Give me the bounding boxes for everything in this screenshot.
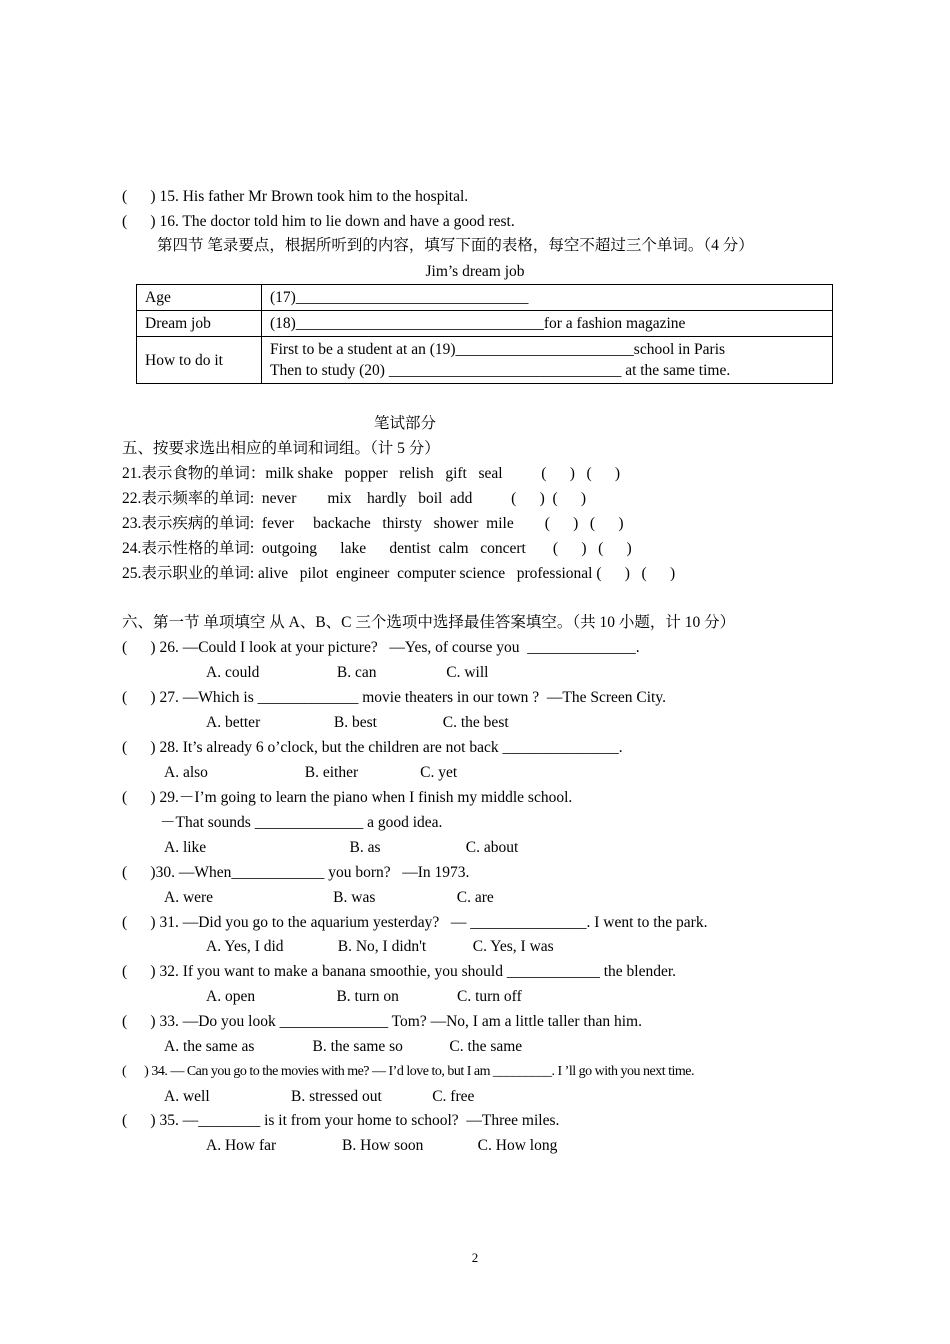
- age-blank: (17)______________________________: [262, 285, 833, 311]
- section-4-instructions: 第四节 笔录要点，根据所听到的内容，填写下面的表格，每空不超过三个单词。（4 分）: [157, 237, 754, 254]
- part-5-title: 五、按要求选出相应的单词和词组。（计 5 分）: [122, 440, 440, 457]
- question-30: ( )30. —When____________ you born? —In 1973.: [122, 864, 470, 881]
- how-to-line-2: Then to study (20) ______________________________ at the same time.: [270, 362, 731, 379]
- part-5-item: 25.表示职业的单词: alive pilot engineer computer science professional ( ) ( ): [122, 565, 676, 582]
- options-33: A. the same as B. the same so C. the same: [164, 1038, 523, 1055]
- part-5-item: 24.表示性格的单词: outgoing lake dentist calm concert ( ) ( ): [122, 540, 632, 557]
- options-26: A. could B. can C. will: [206, 664, 489, 681]
- how-to-line-1: First to be a student at an (19)_______________________school in Paris: [270, 341, 726, 358]
- question-31: ( ) 31. —Did you go to the aquarium yesterday? — _______________. I went to the park.: [122, 914, 708, 931]
- part-5-item: 23.表示疾病的单词: fever backache thirsty shower mile ( ) ( ): [122, 515, 624, 532]
- options-29: A. like B. as C. about: [164, 839, 519, 856]
- part-6-title: 六、第一节 单项填空 从 A、B、C 三个选项中选择最佳答案填空。（共 10 小题，计 10 分）: [122, 614, 736, 631]
- question-28: ( ) 28. It’s already 6 o’clock, but the children are not back _______________.: [122, 739, 623, 756]
- options-28: A. also B. either C. yet: [164, 764, 458, 781]
- table-row: [137, 285, 833, 311]
- question-32: ( ) 32. If you want to make a banana smoothie, you should ____________ the blender.: [122, 963, 677, 980]
- age-label: Age: [137, 285, 262, 311]
- question-35: ( ) 35. —________ is it from your home to school? —Three miles.: [122, 1112, 560, 1129]
- question-29: ( ) 29.－I’m going to learn the piano when I finish my middle school.: [122, 789, 573, 806]
- how-to-label: How to do it: [137, 337, 262, 384]
- options-32: A. open B. turn on C. turn off: [206, 988, 522, 1005]
- options-34: A. well B. stressed out C. free: [164, 1088, 475, 1105]
- options-35: A. How far B. How soon C. How long: [206, 1137, 558, 1154]
- question-16: ( ) 16. The doctor told him to lie down and have a good rest.: [122, 213, 515, 230]
- question-29-reply: －That sounds ______________ a good idea.: [160, 814, 443, 831]
- dream-job-blank: (18)________________________________for a fashion magazine: [262, 311, 833, 337]
- page-number: 2: [471, 1250, 479, 1265]
- table-row: [137, 311, 833, 337]
- part-5-item: 22.表示频率的单词: never mix hardly boil add ( ) ( ): [122, 490, 587, 507]
- question-33: ( ) 33. —Do you look ______________ Tom? —No, I am a little taller than him.: [122, 1013, 642, 1030]
- dream-job-label: Dream job: [137, 311, 262, 337]
- question-15: ( ) 15. His father Mr Brown took him to the hospital.: [122, 188, 469, 205]
- dream-job-table: [136, 284, 833, 384]
- table-title: Jim’s dream job: [425, 263, 525, 280]
- how-to-cell: [262, 337, 833, 384]
- written-heading: 笔试部分: [374, 415, 437, 432]
- options-30: A. were B. was C. are: [164, 889, 494, 906]
- question-27: ( ) 27. —Which is _____________ movie theaters in our town ? —The Screen City.: [122, 689, 666, 706]
- options-31: A. Yes, I did B. No, I didn't C. Yes, I was: [206, 938, 554, 955]
- options-27: A. better B. best C. the best: [206, 714, 509, 731]
- question-34: ( ) 34. — Can you go to the movies with me? — I’d love to, but I am _________. I ’ll go with you next time.: [122, 1064, 694, 1079]
- question-26: ( ) 26. —Could I look at your picture? —Yes, of course you ______________.: [122, 639, 640, 656]
- part-5-item: 21.表示食物的单词：milk shake popper relish gift seal ( ) ( ): [122, 465, 621, 482]
- table-row: [137, 337, 833, 384]
